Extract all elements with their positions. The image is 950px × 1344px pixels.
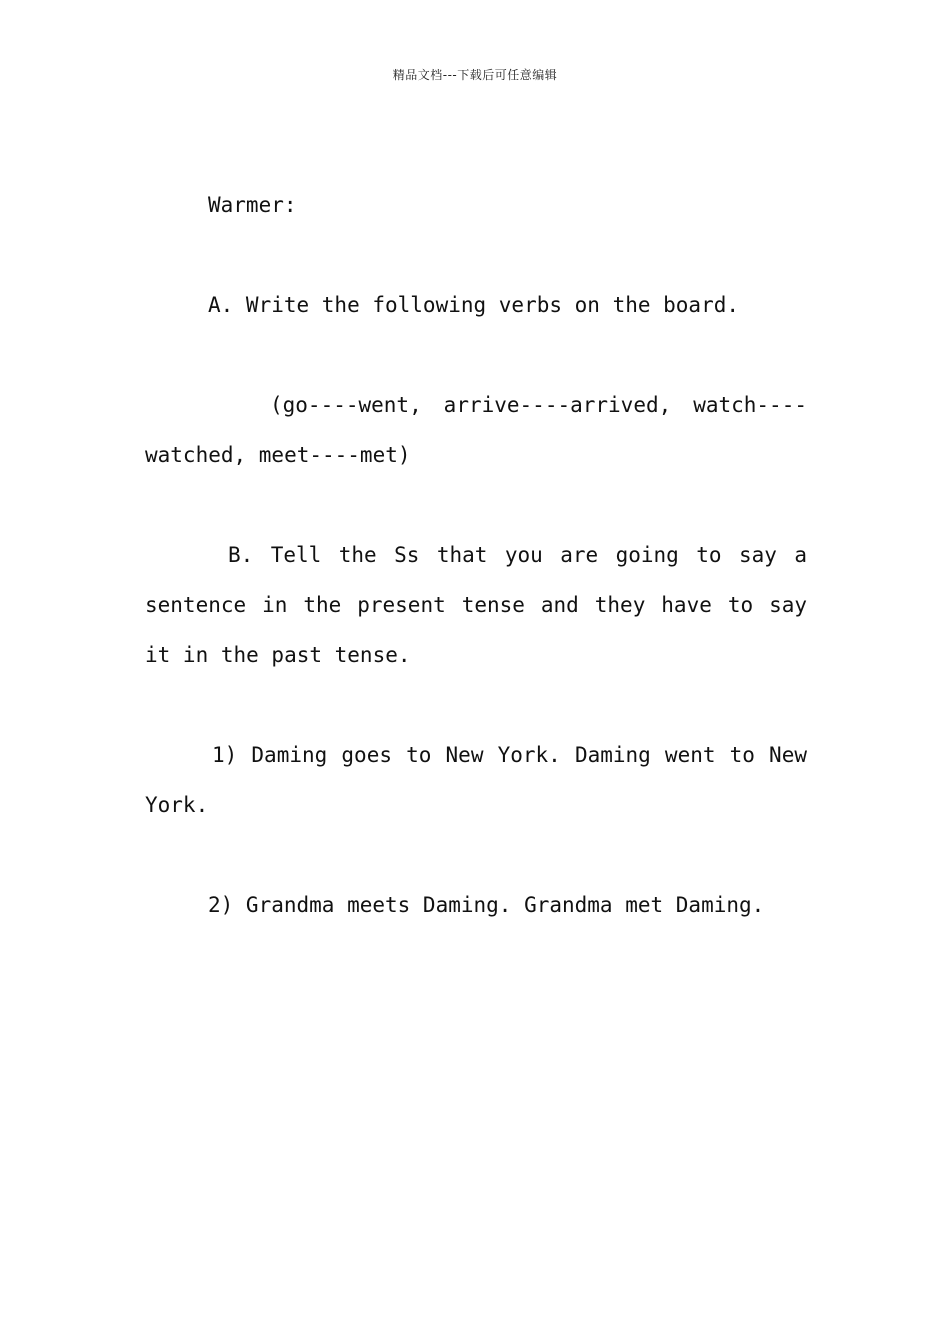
example-sentence-2: 2) Grandma meets Daming. Grandma met Daming. xyxy=(208,893,765,917)
example-sentence-1: 1) Daming goes to New York. Daming went to New York. xyxy=(145,743,807,817)
verb-list: (go----went, arrive----arrived, watch----watched, meet----met) xyxy=(145,393,807,467)
page-header: 精品文档---下载后可任意编辑 xyxy=(392,68,558,82)
step-b-instruction: B. Tell the Ss that you are going to say a sentence in the present tense and they have to say it in the past tense. xyxy=(145,543,807,667)
warmer-heading: Warmer: xyxy=(208,193,297,217)
step-a-instruction: A. Write the following verbs on the board. xyxy=(208,293,740,317)
document-body xyxy=(145,180,807,980)
